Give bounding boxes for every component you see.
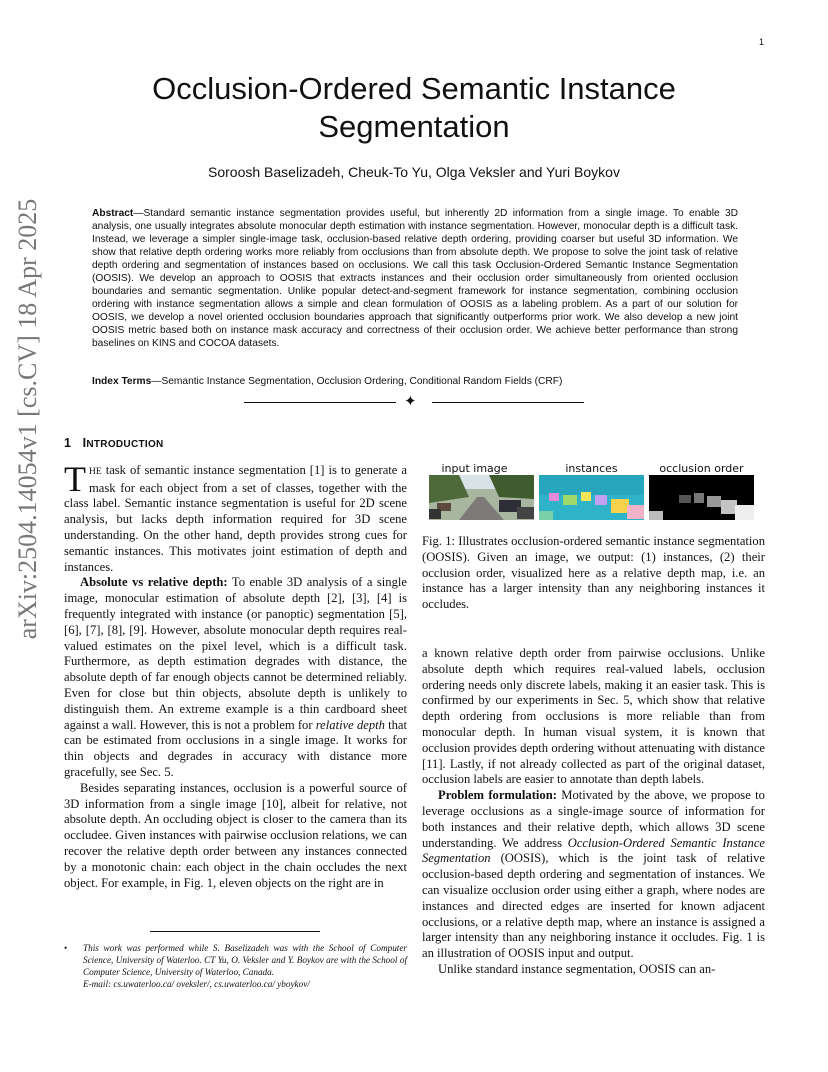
- paragraph-text: Motivated by the above, we propose to leverage occlusions as a single-image source of information for both instances and their relative depth, which allows 3D scene understanding. We address: [422, 788, 765, 850]
- abstract-text: —Standard semantic instance segmentation provides useful, but inherently 2D information from a single image. To enable 3D analysis, one usually integrates absolute monocular depth estimation with instance segmentation. However, monocular depth is a difficult task. Instead, we leverage a simpler single-image task, occlusion-based relative depth ordering, providing coarser but useful 3D information. We show that relative depth ordering works more reliably from occlusions than from absolute depth. We propose to solve the joint task of relative depth ordering and segmentation of instances based on occlusions. We call this task Occlusion-Ordered Semantic Instance Segmentation (OOSIS). We develop an approach to OOSIS that extracts instances and their occlusion order simultaneously from oriented occlusion boundaries and semantic segmentation. Unlike popular detect-and-segment framework for instance segmentation, combining occlusion ordering with instance segmentation allows a simple and clean formulation of OOSIS as a labeling problem. As a part of our solution for OOSIS, we develop a novel oriented occlusion boundaries approach that significantly outperforms prior work. We also develop a new joint OOSIS metric based both on instance mask accuracy and correctness of their occlusion order. We achieve better performance than strong baselines on KINS and COCOA datasets.: [92, 208, 738, 349]
- paragraph-unlike-standard: Unlike standard instance segmentation, OOSIS can an-: [438, 961, 716, 976]
- footnote-affiliation: This work was performed while S. Baselizadeh was with the School of Computer Science, University of Waterloo. CT Yu, O. Veksler and Y. Boykov are with the School of Computer Science, University of Waterloo, Canada.: [83, 943, 407, 977]
- paragraph-text: (OOSIS), which is the joint task of relative occlusion-based depth ordering and segmentation of instances. We can visualize occlusion order using either a graph, where nodes are instances and directed edges are inserted for known adjacent occlusions, or a relative depth map, where an instance is assigned a larger intensity than any neighboring instance it occludes. Fig. 1 is an illustration of OOSIS input and output.: [422, 851, 765, 961]
- figure-panels: [422, 462, 765, 524]
- abstract-label: Abstract: [92, 208, 134, 219]
- section-number: 1: [64, 436, 72, 450]
- abstract: [92, 207, 738, 350]
- figure-label-instances: instances: [565, 462, 618, 475]
- section-heading: [64, 436, 407, 453]
- left-column: [64, 436, 407, 891]
- arxiv-stamp: arXiv:2504.14054v1 [cs.CV] 18 Apr 2025: [13, 198, 42, 640]
- paragraph-heading: Absolute vs relative depth:: [80, 575, 228, 590]
- section-title-rest: NTRODUCTION: [86, 439, 164, 450]
- figure-label-occlusion: occlusion order: [659, 462, 744, 475]
- footnote-email: E-mail: cs.uwaterloo.ca/ oveksler/, cs.uwaterloo.ca/ yboykov/: [83, 979, 310, 989]
- paragraph-intro: [64, 458, 407, 576]
- footnote-rule: [150, 931, 320, 932]
- footnote-bullet: •: [64, 943, 68, 953]
- paragraph-occlusion: Besides separating instances, occlusion is a powerful source of 3D information from a single image [10], albeit for relative, not absolute depth. An occluding object is closer to the camera than its occludee. Given instances with pairwise occlusion relations, we can recover the relative depth order between any instances connected by a monotonic chain: each object in the chain occludes the next object. For example, in Fig. 1, eleven objects on the right are in: [64, 780, 407, 890]
- paragraph-text: that can be estimated from occlusions in a single image. It works for thin objects and degrades in accuracy with distance more gracefully, see Sec. 5.: [64, 717, 407, 779]
- footnote: [64, 942, 407, 990]
- page-number: 1: [758, 37, 764, 47]
- index-terms-text: —Semantic Instance Segmentation, Occlusion Ordering, Conditional Random Fields (CRF): [151, 376, 563, 387]
- right-column: [422, 646, 765, 978]
- paragraph-heading: Problem formulation:: [438, 788, 557, 803]
- instances-panel: [539, 475, 644, 520]
- footnote-text: [83, 942, 407, 990]
- index-terms-label: Index Terms: [92, 376, 152, 387]
- figure-1: [422, 462, 765, 613]
- figure-caption: Fig. 1: Illustrates occlusion-ordered semantic instance segmentation (OOSIS). Given an image, we output: (1) instances, (2) their occlusion order, visualized here as a relative depth map, i.e. an instance has a larger intensity than any neighboring instances it occludes.: [422, 534, 765, 612]
- paragraph-problem-formulation: [422, 788, 765, 962]
- paper-title: Occlusion-Ordered Semantic Instance Segmentation: [152, 71, 676, 144]
- paragraph-text: task of semantic instance segmentation [1] is to generate a mask for each object from a set of classes, together with the class label. Semantic instance segmentation is useful for 2D scene analysis, but lacks depth information required for 3D scene understanding. On the other hand, depth provides strong cues for semantic instances. This motivates joint estimation of depth and instances.: [64, 462, 407, 574]
- emphasis: relative depth: [315, 717, 385, 732]
- paragraph-text: To enable 3D analysis of a single image, monocular estimation of absolute depth [2], [3], [4] is frequently integrated with instance (or panoptic) segmentation [5], [6], [7], [8], [9]. However, absolute monocular depth requires real-valued estimates on the pixel level, which is a difficult task. Furthermore, as depth estimation degrades with distance, the absolute depth of far enough objects cannot be determined reliably. Even for close but thin objects, absolute depth is unlikely to distinguish them. An extreme example is a thin cardboard sheet against a wall. However, this is not a problem for: [64, 575, 407, 732]
- section-divider: [244, 396, 584, 410]
- divider-star-icon: ✦: [404, 394, 417, 410]
- input-image-panel: [429, 475, 534, 520]
- emphasis: Occlusion-Ordered Semantic Instance Segmentation: [422, 835, 766, 866]
- smallcaps-word: HE: [89, 466, 102, 477]
- index-terms: [92, 375, 738, 388]
- section-first-letter: I: [82, 436, 87, 450]
- drop-cap: T: [64, 458, 86, 499]
- figure-label-input: input image: [441, 462, 508, 475]
- occlusion-order-panel: [649, 475, 754, 520]
- author-list: Soroosh Baselizadeh, Cheuk-To Yu, Olga Veksler and Yuri Boykov: [208, 164, 620, 180]
- paragraph-continued: a known relative depth order from pairwise occlusions. Unlike absolute depth which requires real-valued labels, occlusion ordering needs only discrete labels, making it an easier task. This is confirmed by our experiments in Sec. 5, which show that relative depth ordering from occlusions is more reliable than from monocular depth. In human visual system, it is known that occlusion provides depth ordering without attenuating with distance [11]. Lastly, if not already collected as part of the original dataset, occlusion labels are easier to annotate than depth labels.: [422, 646, 765, 787]
- paragraph-absolute-vs-relative: [64, 575, 407, 780]
